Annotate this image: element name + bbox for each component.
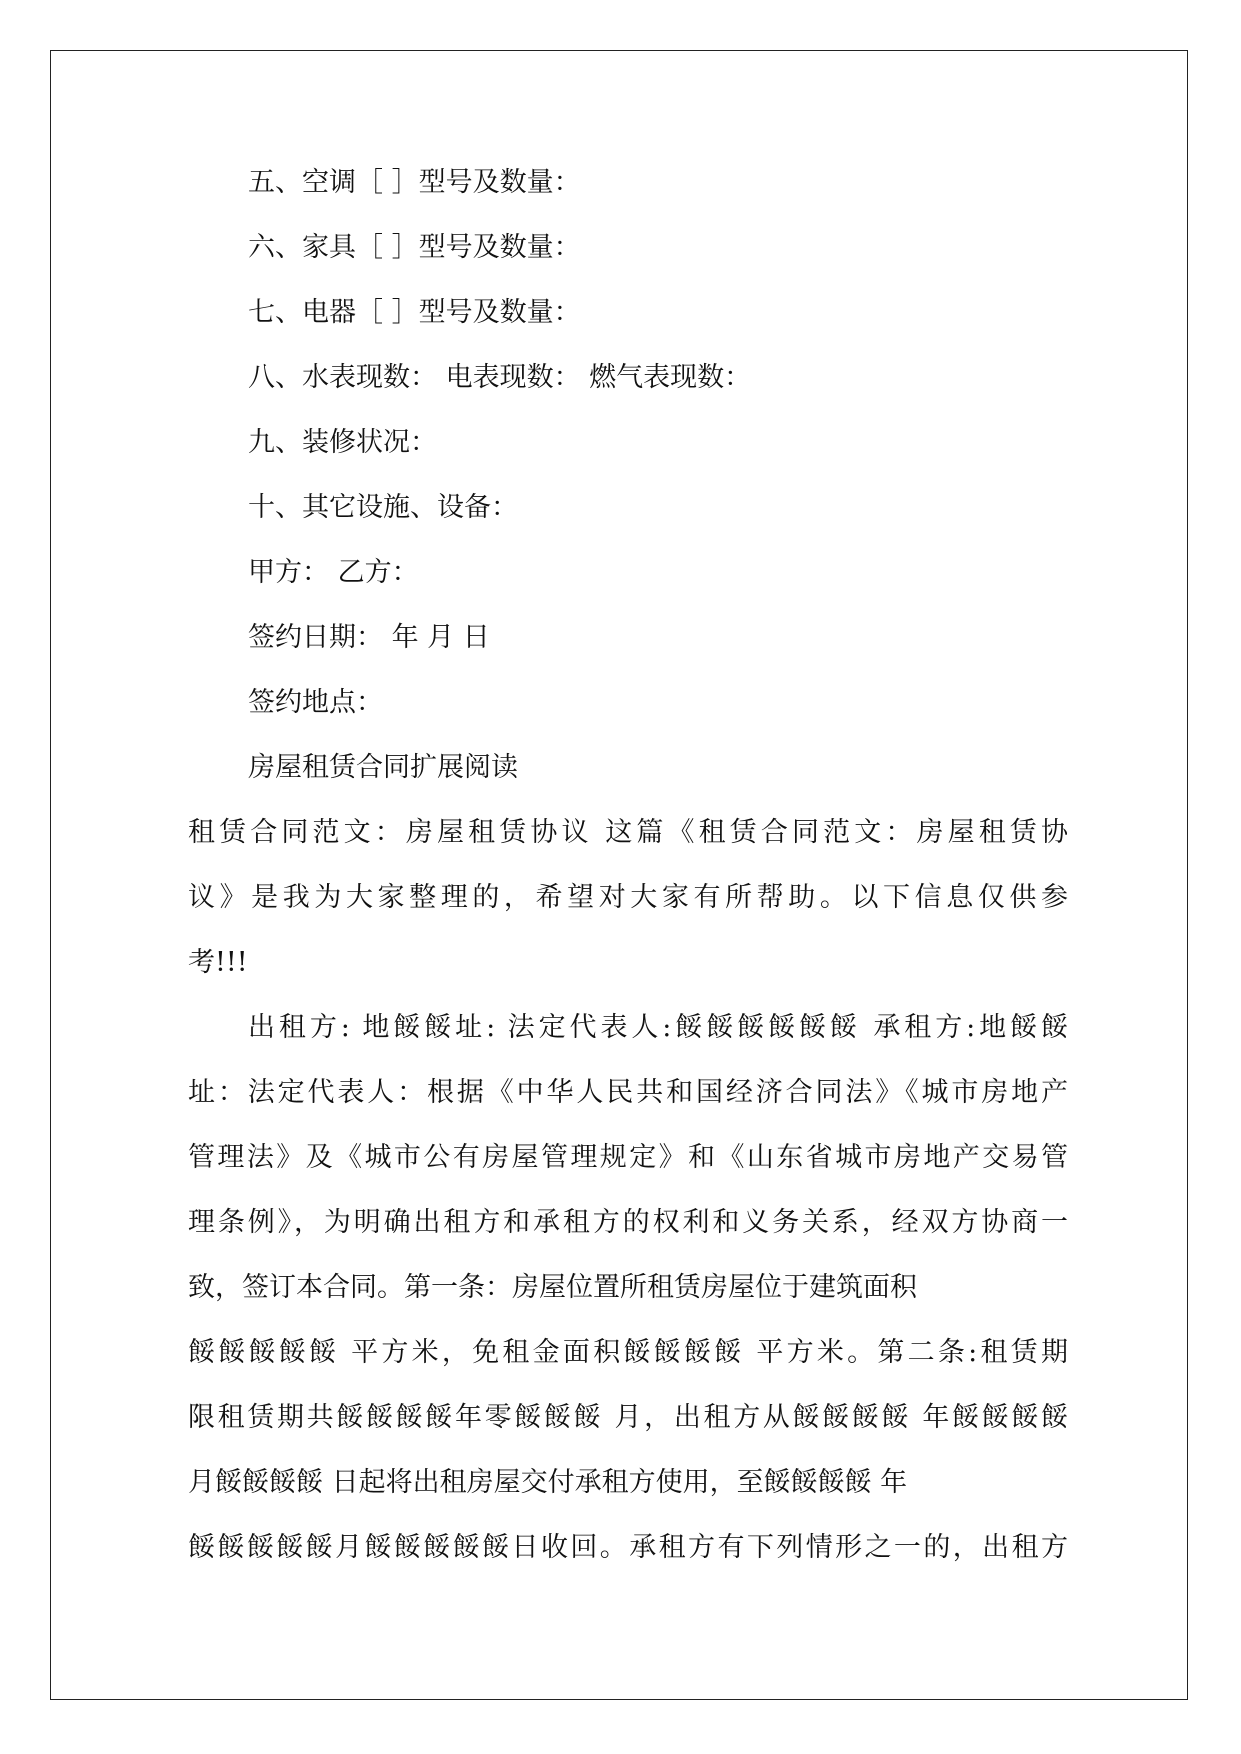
signing-date-line: 签约日期： 年 月 日	[248, 622, 490, 653]
paragraph-line: 出租方: 地餒餒址: 法定代表人:餒餒餒餒餒餒 承租方:地餒餒	[248, 1012, 1068, 1043]
paragraph-line: 月餒餒餒餒 日起将出租房屋交付承租方使用，至餒餒餒餒 年	[188, 1467, 908, 1498]
appliance-electrical-line: 七、电器［ ］型号及数量：	[248, 297, 581, 328]
paragraph-line: 理条例》，为明确出租方和承租方的权利和义务关系，经双方协商一	[188, 1207, 1068, 1238]
paragraph-line: 致，签订本合同。第一条：房屋位置所租赁房屋位于建筑面积	[188, 1272, 917, 1303]
paragraph-line: 租赁合同范文：房屋租赁协议 这篇《租赁合同范文：房屋租赁协	[188, 817, 1068, 848]
extended-reading-heading: 房屋租赁合同扩展阅读	[248, 752, 518, 783]
document-body	[188, 150, 1068, 1580]
paragraph-line: 议》是我为大家整理的，希望对大家有所帮助。以下信息仅供参	[188, 882, 1068, 913]
paragraph-line: 餒餒餒餒餒 平方米，免租金面积餒餒餒餒 平方米。第二条:租赁期	[188, 1337, 1068, 1368]
other-facilities-line: 十、其它设施、设备：	[248, 492, 518, 523]
signing-place-line: 签约地点：	[248, 687, 383, 718]
appliance-furniture-line: 六、家具［ ］型号及数量：	[248, 232, 581, 263]
paragraph-line: 管理法》及《城市公有房屋管理规定》和《山东省城市房地产交易管	[188, 1142, 1068, 1173]
appliance-air-conditioner-line: 五、空调［ ］型号及数量：	[248, 167, 581, 198]
paragraph-line: 址：法定代表人：根据《中华人民共和国经济合同法》《城市房地产	[188, 1077, 1068, 1108]
paragraph-line: 考!!!	[188, 947, 248, 978]
paragraph-line: 限租赁期共餒餒餒餒年零餒餒餒 月，出租方从餒餒餒餒 年餒餒餒餒	[188, 1402, 1068, 1433]
paragraph-line: 餒餒餒餒餒月餒餒餒餒餒日收回。承租方有下列情形之一的，出租方	[188, 1532, 1068, 1563]
meter-readings-line: 八、水表现数： 电表现数： 燃气表现数：	[248, 362, 752, 393]
decoration-status-line: 九、装修状况：	[248, 427, 437, 458]
parties-signature-line: 甲方： 乙方：	[248, 557, 419, 588]
